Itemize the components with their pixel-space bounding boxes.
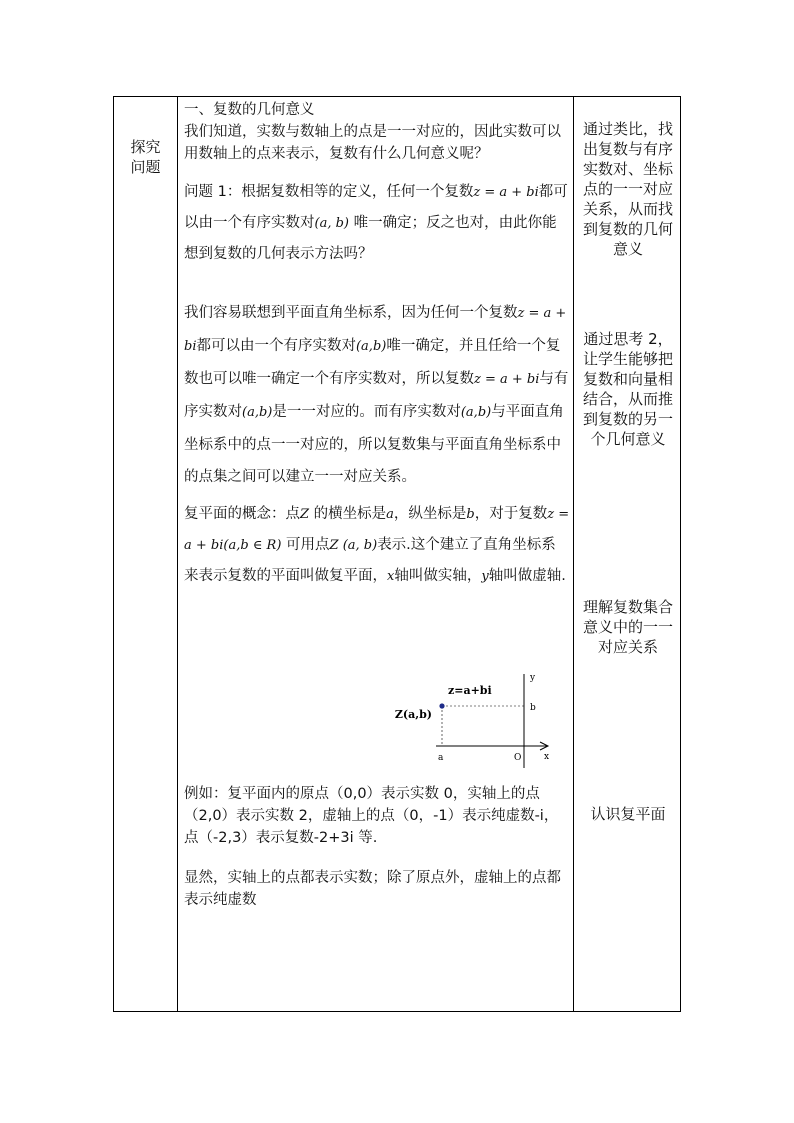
column-divider-left	[177, 97, 178, 1011]
section-label	[114, 137, 177, 177]
p3-text-b: 的横坐标是	[309, 506, 387, 522]
column-divider-right	[573, 97, 574, 1011]
label-origin: O	[514, 753, 522, 763]
p2-formula: z = a + bi	[184, 306, 567, 354]
complex-plane-diagram	[318, 670, 558, 770]
p3-text-e: 可用点	[281, 537, 330, 553]
p2-text-b: 都可以由一个有序实数对	[196, 338, 356, 354]
p3-z: Z	[300, 507, 310, 522]
p3-text-h: 轴叫做虚轴.	[488, 568, 566, 584]
p3-x: x	[387, 569, 395, 584]
note-complex-plane: 认识复平面	[590, 805, 666, 823]
p2-text-c: 唯一确定，并且任给一个复数也可以唯一确定一个有序实数对，所以复数	[184, 338, 561, 387]
p3-text-a: 复平面的概念：点	[184, 506, 300, 522]
p2-pair: (a,b)	[355, 339, 387, 354]
note-analogy: 通过类比，找出复数与有序实数对、坐标点的一一对应关系，从而找到复数的几何意义	[582, 120, 673, 258]
section-label-line2: 问题	[130, 158, 161, 176]
note-correspondence: 理解复数集合意义中的一一对应关系	[582, 598, 673, 656]
complex-plane-paragraph	[184, 499, 570, 592]
p2-pair3: (a,b)	[460, 405, 492, 420]
q1-pair: (a, b)	[314, 216, 349, 231]
p3-b: b	[466, 507, 475, 522]
section-heading: 一、复数的几何意义	[184, 102, 315, 118]
p3-formula: z = a + bi(a,b ∈ R)	[184, 507, 570, 553]
p2-text-d: 与有序实数对	[184, 371, 569, 420]
p3-text-f: 表示.这个建立了直角坐标系来表示复数的平面叫做复平面，	[184, 537, 556, 584]
p2-formula2: z = a + bi	[474, 372, 540, 387]
correspondence-paragraph	[184, 297, 570, 493]
main-content	[184, 99, 570, 592]
q1-text-c: 唯一确定；反之也对，由此你能想到复数的几何表示方法吗？	[184, 215, 557, 262]
label-a: a	[438, 753, 444, 763]
p3-text-g: 轴叫做实轴，	[394, 568, 482, 584]
q1-text-b: 都可以由一个有序实数对	[184, 184, 568, 231]
lesson-table	[113, 96, 681, 1012]
question-1-paragraph	[184, 177, 570, 269]
intro-paragraph: 我们知道，实数与数轴上的点是一一对应的，因此实数可以用数轴上的点来表示，复数有什么几何意义呢？	[184, 124, 561, 162]
p3-y: y	[481, 569, 489, 584]
p3-point: Z (a, b)	[329, 538, 378, 553]
p2-text-f: 与平面直角坐标系中的点一一对应的，所以复数集与平面直角坐标系中的点集之间可以建立一一对应关系。	[184, 404, 564, 485]
p2-pair2: (a,b)	[242, 405, 273, 420]
note-vector: 通过思考 2，让学生能够把复数和向量相结合，从而推到复数的另一个几何意义	[582, 330, 673, 448]
label-x-axis: x	[544, 752, 550, 762]
p3-text-c: ，纵坐标是	[393, 506, 467, 522]
p2-text-a: 我们容易联想到平面直角坐标系，因为任何一个复数	[184, 305, 518, 321]
p2-text-e: 是一一对应的。而有序实数对	[272, 404, 461, 420]
conclusion-paragraph: 显然，实轴上的点都表示实数；除了原点外，虚轴上的点都表示纯虚数	[184, 870, 561, 908]
label-b: b	[530, 703, 536, 713]
q1-formula: z = a + bi	[473, 185, 539, 200]
section-label-line1: 探究	[130, 138, 161, 156]
q1-text-a: 问题 1：根据复数相等的定义，任何一个复数	[184, 184, 474, 200]
label-z-formula: z=a+bi	[448, 684, 492, 697]
p3-text-d: ，对于复数	[474, 506, 548, 522]
label-point: Z(a,b)	[394, 708, 432, 721]
point-z	[439, 703, 444, 708]
label-y-axis: y	[530, 673, 536, 683]
example-paragraph: 例如：复平面内的原点（0,0）表示实数 0，实轴上的点（2,0）表示实数 2，虚轴上的点（0，-1）表示纯虚数-i，点（-2,3）表示复数-2+3i 等.	[184, 786, 559, 846]
p3-a: a	[386, 507, 394, 522]
